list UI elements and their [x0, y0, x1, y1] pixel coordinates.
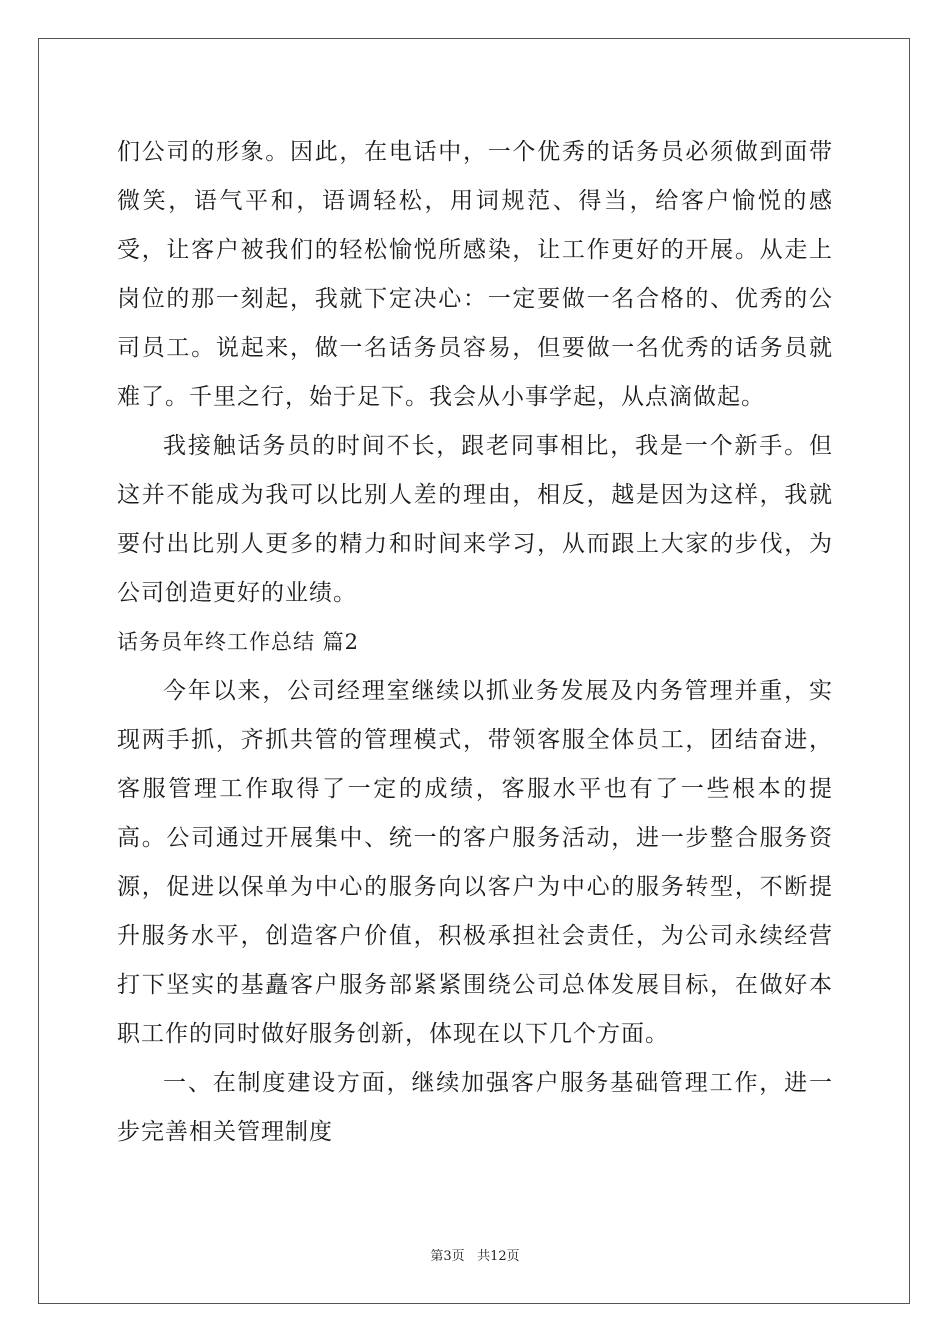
- paragraph-1: 们公司的形象。因此，在电话中，一个优秀的话务员必须做到面带微笑，语气平和，语调轻松，用词规范、得当，给客户愉悦的感受，让客户被我们的轻松愉悦所感染，让工作更好的开展。从走上岗位的那一刻起，我就下定决心：一定要做一名合格的、优秀的公司员工。说起来，做一名话务员容易，但要做一名优秀的话务员就难了。千里之行，始于足下。我会从小事学起，从点滴做起。: [117, 139, 833, 410]
- page-number: 第3页: [430, 1249, 465, 1264]
- paragraph-3: 今年以来，公司经理室继续以抓业务发展及内务管理并重，实现两手抓，齐抓共管的管理模式，带领客服全体员工，团结奋进，客服管理工作取得了一定的成绩，客服水平也有了一些根本的提高。公司通过开展集中、统一的客户服务活动，进一步整合服务资源，促进以保单为中心的服务向以客户为中心的服务转型，不断提升服务水平，创造客户价值，积极承担社会责任，为公司永续经营打下坚实的基矗客户服务部紧紧围绕公司总体发展目标，在做好本职工作的同时做好服务创新，体现在以下几个方面。: [117, 678, 833, 1047]
- page-total: 共12页: [477, 1249, 520, 1264]
- paragraph-2: 我接触话务员的时间不长，跟老同事相比，我是一个新手。但这并不能成为我可以比别人差的理由，相反，越是因为这样，我就要付出比别人更多的精力和时间来学习，从而跟上大家的步伐，为公司创造更好的业绩。: [117, 433, 833, 606]
- paragraph-4: 一、在制度建设方面，继续加强客户服务基础管理工作，进一步完善相关管理制度: [117, 1070, 833, 1145]
- page-footer: [0, 1245, 950, 1264]
- document-body: [117, 128, 833, 1157]
- section-heading: 话务员年终工作总结 篇2: [117, 630, 360, 654]
